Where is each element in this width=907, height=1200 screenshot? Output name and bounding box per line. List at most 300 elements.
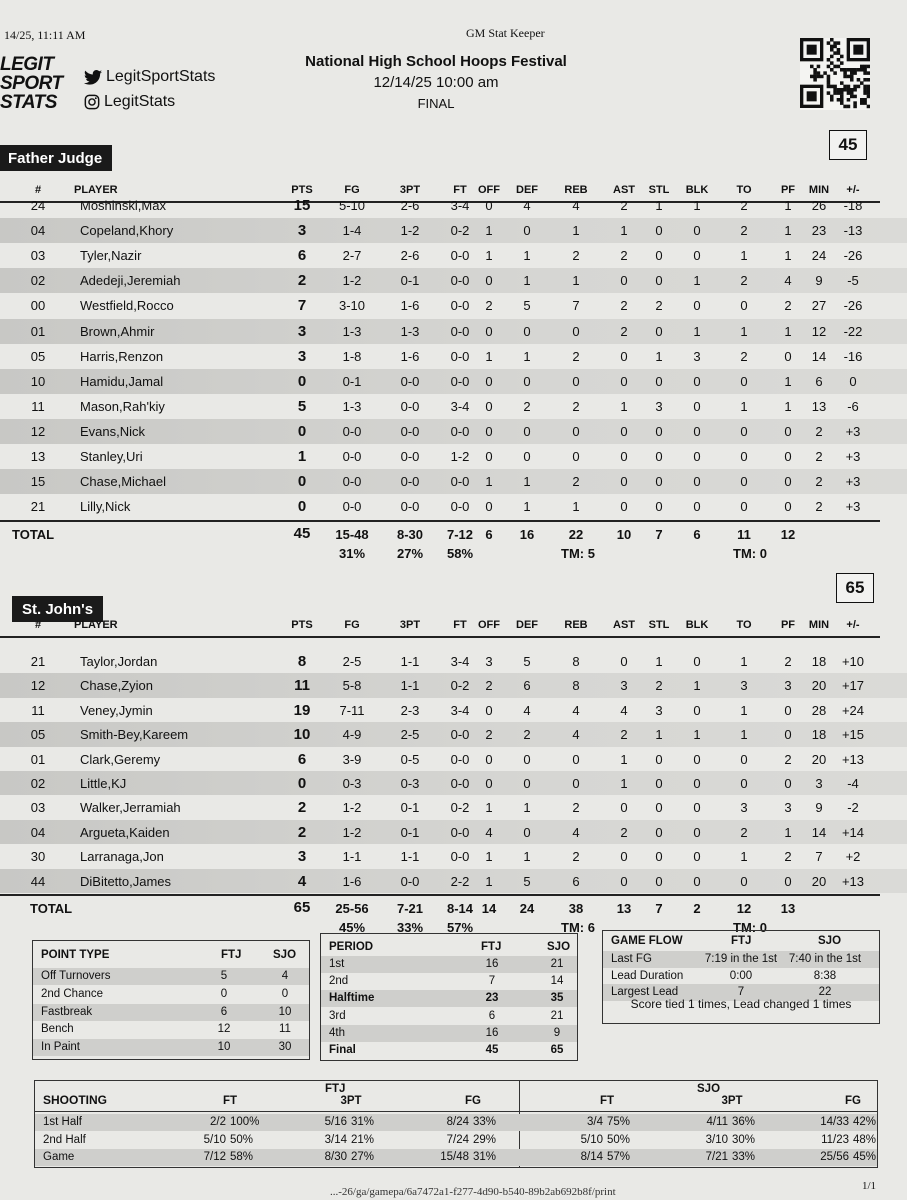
- player-ft: 0-2: [450, 678, 470, 694]
- column-header: OFF: [478, 184, 500, 196]
- qr-code-icon[interactable]: [800, 38, 870, 110]
- player-stl: 0: [655, 474, 663, 490]
- total-value: 65: [293, 899, 311, 916]
- player-min: 20: [811, 873, 827, 889]
- total-value: 2: [693, 901, 701, 916]
- player-number: 05: [30, 727, 46, 743]
- player-pf: 0: [784, 499, 792, 515]
- player-def: 4: [523, 702, 531, 718]
- player-off: 3: [485, 654, 493, 669]
- player-pts: 3: [297, 848, 307, 866]
- column-header: +/-: [846, 619, 860, 631]
- shooting-made-att: 5/10: [203, 1133, 226, 1146]
- player-to: 1: [740, 323, 748, 339]
- player-pf: 1: [784, 223, 792, 239]
- player-def: 0: [523, 776, 531, 791]
- player-name: Lilly,Nick: [80, 499, 131, 515]
- game-flow-table: [602, 930, 880, 1024]
- player-name: Clark,Geremy: [80, 751, 161, 767]
- column-header: PTS: [291, 619, 313, 631]
- player-row[interactable]: [0, 747, 907, 771]
- shooting-made-att: 8/24: [446, 1116, 469, 1128]
- player-ft: 0-0: [450, 727, 470, 743]
- player-to: 2: [740, 348, 748, 364]
- shooting-col-header: FT: [599, 1095, 615, 1107]
- player-row[interactable]: [0, 293, 907, 318]
- twitter-handle[interactable]: [84, 68, 215, 86]
- player-pf: 0: [784, 423, 792, 439]
- column-header: FT: [453, 184, 467, 196]
- stat-value: 14: [550, 975, 564, 988]
- player-pf: 1: [784, 398, 792, 414]
- player-to: 2: [740, 273, 748, 289]
- player-3pt: 2-3: [400, 702, 420, 718]
- player-off: 1: [485, 223, 493, 239]
- player-row[interactable]: [0, 820, 907, 844]
- total-value: 6: [485, 527, 493, 543]
- stat-row: [321, 990, 577, 1007]
- player-ast: 2: [620, 824, 628, 840]
- column-header: #: [34, 184, 42, 196]
- player-pts: 2: [297, 799, 307, 817]
- player-ft: 0-0: [450, 776, 470, 791]
- instagram-handle[interactable]: [84, 93, 175, 111]
- player-ft: 3-4: [450, 654, 470, 669]
- player-to: 0: [740, 373, 748, 389]
- game-datetime: 12/14/25 10:00 am: [373, 74, 499, 91]
- player-ft: 3-4: [450, 702, 470, 718]
- player-number: 02: [30, 273, 46, 289]
- shooting-pct: 33%: [732, 1151, 756, 1163]
- total-pct: 57%: [446, 920, 474, 935]
- stat-row: [321, 973, 577, 990]
- player-row[interactable]: [0, 795, 907, 819]
- player-def: 1: [523, 273, 531, 289]
- player-name: Chase,Michael: [80, 474, 166, 490]
- player-row[interactable]: [0, 369, 907, 394]
- player-def: 0: [523, 449, 531, 464]
- player-number: 03: [30, 800, 46, 816]
- player-plus-minus: +13: [841, 873, 865, 889]
- stat-row: [33, 968, 309, 985]
- player-name: Tyler,Nazir: [80, 248, 142, 264]
- shooting-pct: 50%: [607, 1133, 631, 1146]
- total-label: TOTAL: [12, 527, 55, 543]
- player-to: 0: [740, 751, 748, 767]
- player-stl: 1: [655, 198, 663, 213]
- player-ast: 3: [620, 678, 628, 694]
- player-pf: 3: [784, 800, 792, 816]
- player-ast: 1: [620, 751, 628, 767]
- stat-value: 7: [488, 975, 496, 988]
- player-ft: 0-0: [450, 298, 470, 314]
- player-min: 23: [811, 223, 827, 239]
- player-number: 11: [31, 398, 45, 414]
- player-stl: 1: [655, 348, 663, 364]
- player-pf: 1: [784, 248, 792, 264]
- column-header: BLK: [685, 619, 709, 631]
- player-fg: 4-9: [342, 727, 362, 743]
- player-row[interactable]: [0, 193, 907, 218]
- stat-label: In Paint: [41, 1041, 80, 1054]
- player-plus-minus: +3: [845, 499, 861, 515]
- player-stl: 0: [655, 373, 663, 389]
- stat-label: Bench: [41, 1023, 74, 1036]
- shooting-row: [35, 1149, 877, 1166]
- player-3pt: 0-0: [400, 423, 420, 439]
- player-reb: 1: [572, 499, 580, 515]
- player-def: 1: [523, 248, 531, 264]
- player-ast: 0: [620, 654, 628, 669]
- stat-row: [321, 1008, 577, 1025]
- player-plus-minus: +3: [845, 449, 861, 464]
- player-name: Argueta,Kaiden: [80, 824, 170, 840]
- legit-sport-stats-logo: [0, 55, 72, 112]
- stat-label: 1st: [329, 958, 345, 970]
- player-min: 24: [811, 248, 827, 264]
- player-stl: 0: [655, 849, 663, 865]
- player-ast: 0: [620, 474, 628, 490]
- game-header: [220, 53, 652, 111]
- player-row[interactable]: [0, 268, 907, 293]
- instagram-icon: [84, 94, 100, 110]
- stat-value: 7:19 in the 1st: [704, 953, 778, 965]
- shooting-pct: 21%: [351, 1133, 375, 1146]
- player-ft: 3-4: [450, 198, 470, 213]
- player-number: 15: [30, 474, 46, 490]
- player-pf: 3: [784, 678, 792, 694]
- player-off: 0: [485, 499, 493, 515]
- stat-label: Largest Lead: [611, 986, 679, 998]
- total-value: 7-12: [446, 527, 474, 543]
- stat-value: 12: [217, 1023, 231, 1036]
- column-header: PLAYER: [74, 184, 118, 196]
- player-pts: 0: [297, 498, 307, 516]
- player-off: 1: [485, 849, 493, 865]
- total-value: 7: [655, 527, 663, 543]
- player-reb: 4: [572, 702, 580, 718]
- player-fg: 0-3: [342, 776, 362, 791]
- col-header-sjo: SJO: [818, 935, 842, 947]
- player-ast: 1: [620, 223, 628, 239]
- column-header: PTS: [291, 184, 313, 196]
- shooting-made-att: 8/30: [324, 1151, 347, 1163]
- player-to: 1: [740, 398, 748, 414]
- player-stl: 0: [655, 824, 663, 840]
- point-type-header: POINT TYPE: [41, 949, 110, 961]
- player-reb: 2: [572, 849, 580, 865]
- shooting-col-header: FG: [465, 1095, 481, 1107]
- player-to: 1: [740, 248, 748, 264]
- player-row[interactable]: [0, 844, 907, 868]
- player-3pt: 0-5: [400, 751, 420, 767]
- total-row: [0, 523, 907, 563]
- player-def: 1: [523, 348, 531, 364]
- player-plus-minus: -26: [843, 298, 863, 314]
- player-fg: 1-4: [342, 223, 362, 239]
- player-off: 0: [485, 398, 493, 414]
- player-min: 18: [811, 654, 827, 669]
- player-fg: 0-1: [342, 373, 362, 389]
- player-blk: 0: [693, 800, 701, 816]
- player-to: 0: [740, 776, 748, 791]
- shooting-pct: 57%: [607, 1151, 631, 1163]
- player-pf: 0: [784, 702, 792, 718]
- player-row[interactable]: [0, 869, 907, 893]
- player-stl: 0: [655, 248, 663, 264]
- team-rebounds: TM: 6: [561, 920, 595, 935]
- player-blk: 1: [693, 273, 701, 289]
- player-row[interactable]: [0, 419, 907, 444]
- player-off: 0: [485, 323, 493, 339]
- shooting-made-att: 25/56: [820, 1151, 849, 1163]
- player-stl: 2: [655, 298, 663, 314]
- stat-value: 65: [550, 1044, 564, 1056]
- player-number: 02: [30, 776, 46, 791]
- total-value: 15-48: [335, 527, 369, 543]
- player-3pt: 1-1: [400, 678, 420, 694]
- player-ast: 0: [620, 873, 628, 889]
- player-row[interactable]: [0, 698, 907, 722]
- player-blk: 3: [693, 348, 701, 364]
- player-pts: 2: [297, 272, 307, 290]
- column-header: PF: [780, 184, 796, 196]
- player-pf: 2: [784, 849, 792, 865]
- player-name: Brown,Ahmir: [80, 323, 155, 339]
- player-to: 2: [740, 198, 748, 213]
- player-name: Smith-Bey,Kareem: [80, 727, 189, 743]
- player-min: 2: [815, 449, 823, 464]
- player-blk: 0: [693, 873, 701, 889]
- player-ft: 0-0: [450, 248, 470, 264]
- twitter-handle-text: LegitSportStats: [106, 68, 216, 85]
- player-number: 21: [30, 499, 46, 515]
- player-stl: 0: [655, 873, 663, 889]
- player-pts: 19: [293, 701, 311, 719]
- player-ft: 0-0: [450, 499, 470, 515]
- player-3pt: 0-1: [400, 824, 420, 840]
- player-3pt: 1-2: [400, 223, 420, 239]
- player-ft: 0-0: [450, 751, 470, 767]
- player-row[interactable]: [0, 444, 907, 469]
- player-3pt: 0-0: [400, 373, 420, 389]
- total-pct: 33%: [396, 920, 424, 935]
- player-pf: 0: [784, 873, 792, 889]
- shooting-pct: 50%: [230, 1133, 254, 1146]
- game-flow-note: Score tied 1 times, Lead changed 1 times: [630, 997, 852, 1011]
- col-header-sjo: SJO: [273, 949, 297, 961]
- player-min: 7: [815, 849, 823, 865]
- player-reb: 2: [572, 248, 580, 264]
- player-plus-minus: +3: [845, 474, 861, 490]
- player-ast: 0: [620, 423, 628, 439]
- shooting-col-header: FG: [845, 1095, 861, 1107]
- total-value: 14: [481, 901, 497, 916]
- player-name: Little,KJ: [80, 776, 127, 791]
- column-header: +/-: [846, 184, 860, 196]
- player-row[interactable]: [0, 218, 907, 243]
- player-3pt: 0-0: [400, 398, 420, 414]
- player-3pt: 0-1: [400, 273, 420, 289]
- player-to: 3: [740, 678, 748, 694]
- player-min: 2: [815, 423, 823, 439]
- player-fg: 3-10: [338, 298, 366, 314]
- player-stl: 1: [655, 654, 663, 669]
- player-ft: 0-0: [450, 323, 470, 339]
- player-ast: 0: [620, 449, 628, 464]
- player-row[interactable]: [0, 319, 907, 344]
- player-def: 0: [523, 373, 531, 389]
- player-row[interactable]: [0, 771, 907, 795]
- player-number: 24: [30, 198, 46, 213]
- total-value: 12: [780, 527, 796, 543]
- total-value: 11: [737, 527, 751, 543]
- player-ast: 1: [620, 776, 628, 791]
- player-pf: 0: [784, 348, 792, 364]
- player-number: 05: [30, 348, 46, 364]
- player-row[interactable]: [0, 469, 907, 494]
- game-status: FINAL: [417, 96, 455, 111]
- player-row[interactable]: [0, 494, 907, 519]
- column-header: 3PT: [399, 184, 421, 196]
- player-to: 3: [740, 800, 748, 816]
- player-stl: 1: [655, 727, 663, 743]
- player-min: 18: [811, 727, 827, 743]
- player-off: 2: [485, 727, 493, 743]
- player-fg: 2-5: [342, 654, 362, 669]
- player-blk: 0: [693, 654, 701, 669]
- player-3pt: 2-5: [400, 727, 420, 743]
- player-off: 1: [485, 474, 493, 490]
- player-row[interactable]: [0, 649, 907, 673]
- column-header: MIN: [808, 619, 830, 631]
- player-blk: 0: [693, 298, 701, 314]
- player-reb: 0: [572, 776, 580, 791]
- col-header-ftj: FTJ: [221, 949, 242, 961]
- player-reb: 0: [572, 751, 580, 767]
- player-min: 12: [811, 323, 827, 339]
- player-number: 30: [30, 849, 46, 865]
- total-rule: [0, 894, 880, 896]
- column-header: AST: [613, 184, 635, 196]
- player-row[interactable]: [0, 722, 907, 746]
- player-ast: 1: [620, 398, 628, 414]
- player-def: 4: [523, 198, 531, 213]
- player-number: 44: [30, 873, 46, 889]
- player-def: 6: [523, 678, 531, 694]
- player-reb: 2: [572, 398, 580, 414]
- player-reb: 4: [572, 824, 580, 840]
- stat-value: 11: [279, 1023, 291, 1036]
- player-pts: 0: [297, 422, 307, 440]
- player-reb: 0: [572, 423, 580, 439]
- player-row[interactable]: [0, 394, 907, 419]
- player-name: Mason,Rah'kiy: [80, 398, 165, 414]
- player-min: 20: [811, 678, 827, 694]
- player-fg: 1-2: [342, 273, 362, 289]
- team-rebounds: TM: 5: [561, 546, 595, 562]
- player-off: 0: [485, 423, 493, 439]
- player-3pt: 2-6: [400, 198, 420, 213]
- player-plus-minus: -6: [847, 398, 859, 414]
- player-number: 03: [30, 248, 46, 264]
- game-flow-header: GAME FLOW: [611, 935, 683, 947]
- column-header: AST: [613, 619, 635, 631]
- player-reb: 2: [572, 474, 580, 490]
- player-pf: 1: [784, 323, 792, 339]
- player-plus-minus: -13: [843, 223, 863, 239]
- player-ft: 0-0: [450, 373, 470, 389]
- player-min: 14: [811, 348, 827, 364]
- stat-label: Last FG: [611, 953, 652, 965]
- player-stl: 2: [655, 678, 663, 694]
- stat-value: 21: [550, 958, 564, 970]
- player-def: 1: [523, 849, 531, 865]
- player-pts: 6: [297, 247, 307, 265]
- player-pts: 8: [297, 653, 307, 670]
- player-ft: 2-2: [450, 873, 470, 889]
- player-def: 1: [523, 800, 531, 816]
- stat-value: 21: [550, 1009, 564, 1022]
- player-3pt: 0-0: [400, 449, 420, 464]
- player-3pt: 0-0: [400, 499, 420, 515]
- player-def: 5: [523, 298, 531, 314]
- player-blk: 0: [693, 474, 701, 490]
- stat-label: 3rd: [329, 1009, 346, 1022]
- player-row[interactable]: [0, 344, 907, 369]
- player-pts: 10: [293, 726, 311, 744]
- column-header: DEF: [516, 184, 538, 196]
- player-min: 28: [811, 702, 827, 718]
- player-to: 2: [740, 223, 748, 239]
- total-value: 45: [293, 525, 311, 543]
- instagram-handle-text: LegitStats: [104, 93, 176, 110]
- shooting-pct: 29%: [473, 1133, 497, 1146]
- player-name: Larranaga,Jon: [80, 849, 164, 865]
- shooting-made-att: 3/10: [705, 1133, 728, 1146]
- player-pts: 4: [297, 872, 307, 890]
- player-number: 11: [31, 702, 45, 718]
- shooting-pct: 36%: [732, 1116, 756, 1128]
- player-row[interactable]: [0, 673, 907, 697]
- shooting-made-att: 4/11: [706, 1116, 728, 1128]
- footer-url[interactable]: ...-26/ga/gamepa/6a7472a1-f277-4d90-b540-89b2ab692b8f/print: [330, 1186, 616, 1198]
- player-ast: 0: [620, 800, 628, 816]
- total-value: 10: [616, 527, 632, 543]
- column-header: REB: [564, 184, 588, 196]
- player-number: 01: [30, 751, 46, 767]
- stat-value: 6: [220, 1005, 228, 1018]
- player-row[interactable]: [0, 243, 907, 268]
- player-fg: 1-2: [342, 824, 362, 840]
- column-header: PLAYER: [74, 619, 118, 631]
- column-header: REB: [564, 619, 588, 631]
- player-reb: 0: [572, 449, 580, 464]
- shooting-team-ftj: FTJ: [325, 1083, 346, 1095]
- shooting-period-label: 2nd Half: [43, 1133, 86, 1146]
- player-pts: 11: [294, 677, 310, 695]
- period-header: PERIOD: [329, 941, 374, 953]
- stat-label: Lead Duration: [611, 969, 684, 982]
- player-min: 20: [811, 751, 827, 767]
- stat-value: 45: [485, 1044, 499, 1056]
- player-ast: 0: [620, 499, 628, 515]
- shooting-made-att: 3/4: [587, 1116, 603, 1128]
- player-reb: 7: [572, 298, 580, 314]
- player-number: 21: [30, 654, 46, 669]
- player-min: 13: [811, 398, 827, 414]
- player-3pt: 0-3: [400, 776, 420, 791]
